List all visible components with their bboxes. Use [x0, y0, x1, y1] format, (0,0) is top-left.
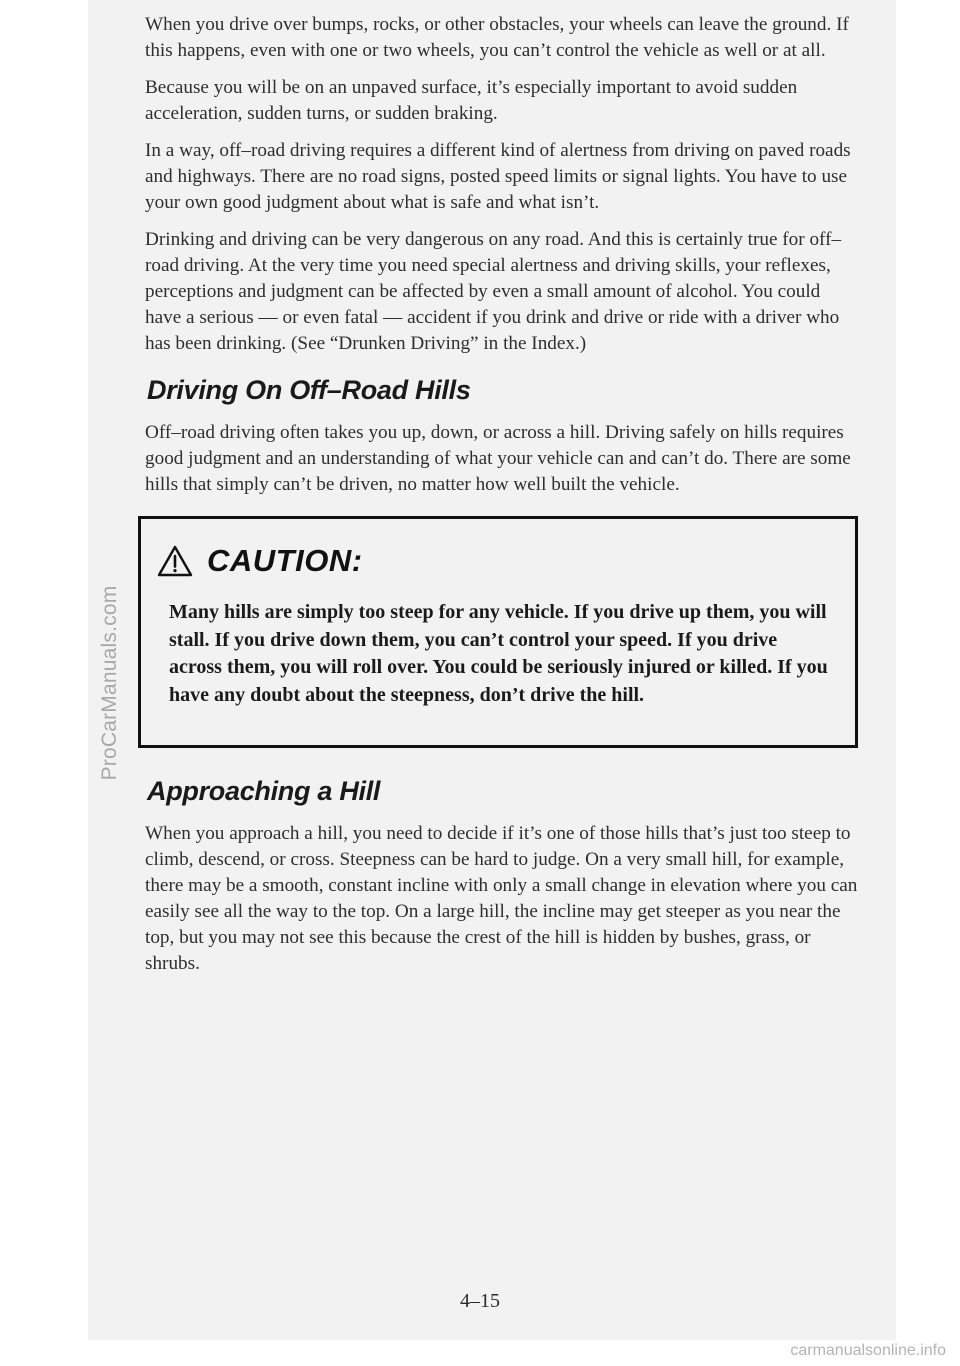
body-paragraph-alertness: In a way, off–road driving requires a different kind of alertness from driving on paved roads and highways. There are no road signs, posted speed limits or signal lights. You have to use your own good judgment about what is safe and what isn’t. — [145, 140, 851, 213]
bottom-watermark: carmanualsonline.info — [790, 1342, 946, 1359]
body-paragraph-hills: Off–road driving often takes you up, down, or across a hill. Driving safely on hills requires good judgment and an understanding of what your vehicle can and can’t do. There are some hills that simply can’t be driven, no matter how well built the vehicle. — [145, 422, 851, 495]
warning-triangle-icon — [157, 545, 193, 577]
body-paragraph-drinking: Drinking and driving can be very dangerous on any road. And this is certainly true for off–road driving. At the very time you need special alertness and driving skills, your reflexes, perceptions and judgment can be affected by even a small amount of alcohol. You could have a serious — or even fatal — accident if you drink and drive or ride with a driver who has been drinking. (See “Drunken Driving” in the Index.) — [145, 229, 842, 354]
section-heading-approach: Approaching a Hill — [147, 776, 381, 806]
page-content — [145, 12, 860, 988]
side-watermark: ProCarManuals.com — [98, 585, 121, 781]
caution-text: Many hills are simply too steep for any vehicle. If you drive up them, you will stall. If you drive down them, you can’t control your speed. If you drive across them, you will roll over. You could be seriously injured or killed. If you have any doubt about the steepness, don’t drive the hill. — [169, 601, 828, 706]
caution-box — [138, 516, 858, 748]
page-number: 4–15 — [460, 1290, 500, 1312]
body-paragraph-bumps: When you drive over bumps, rocks, or other obstacles, your wheels can leave the ground. If this happens, even with one or two wheels, you can’t control the vehicle as well or at all. — [145, 14, 849, 61]
caution-title: CAUTION: — [207, 543, 363, 578]
caution-header — [157, 537, 831, 585]
body-paragraph-approach: When you approach a hill, you need to decide if it’s one of those hills that’s just too steep to climb, descend, or cross. Steepness can be hard to judge. On a very small hill, for example, there may be a smooth, constant incline with only a small change in elevation where you can easily see all the way to the top. On a large hill, the incline may get steeper as you near the top, but you may not see this because the crest of the hill is hidden by bushes, grass, or shrubs. — [145, 823, 858, 974]
body-paragraph-unpaved: Because you will be on an unpaved surface, it’s especially important to avoid sudden acceleration, sudden turns, or sudden braking. — [145, 77, 798, 124]
section-heading-hills: Driving On Off–Road Hills — [147, 375, 471, 405]
